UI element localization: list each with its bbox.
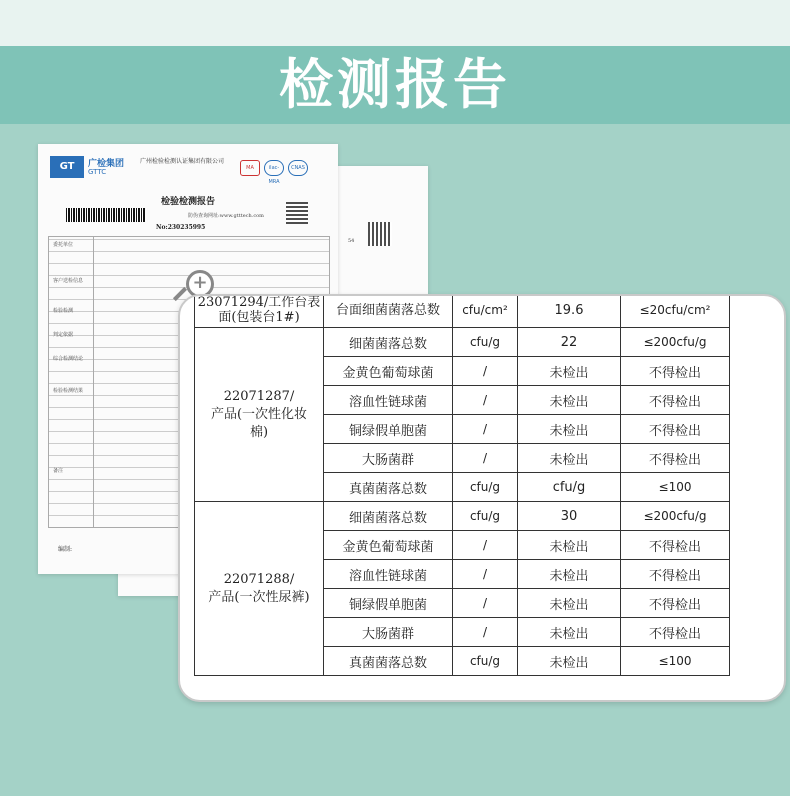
limit-cell: 不得检出 xyxy=(621,560,730,589)
product-line: 棉) xyxy=(249,424,269,440)
unit-cell: cfu/g xyxy=(453,502,518,531)
barcode-icon xyxy=(66,208,146,222)
row-label: 检验检测 xyxy=(53,308,74,314)
results-table xyxy=(194,294,730,676)
table-row xyxy=(195,294,730,328)
qr-code-icon xyxy=(368,222,392,246)
product-line: 产品(一次性尿裤) xyxy=(208,589,310,605)
result-cell: 未检出 xyxy=(518,415,621,444)
result-cell: 未检出 xyxy=(518,386,621,415)
verification-url: 防伪查询网址:www.gtttech.com xyxy=(188,213,264,219)
item-cell: 真菌菌落总数 xyxy=(324,473,453,502)
ilac-seal-icon: ilac-MRA xyxy=(264,160,284,176)
unit-cell: / xyxy=(453,618,518,647)
unit-cell: / xyxy=(453,415,518,444)
limit-cell: 不得检出 xyxy=(621,415,730,444)
limit-cell: 不得检出 xyxy=(621,357,730,386)
report-fragment: 54 xyxy=(348,238,355,244)
unit-cell: cfu/g xyxy=(453,473,518,502)
product-line: 22071287/ xyxy=(223,388,295,404)
row-label: 备注 xyxy=(53,468,64,474)
accreditation-seals xyxy=(240,160,308,185)
item-cell: 金黄色葡萄球菌 xyxy=(324,357,453,386)
result-cell: 未检出 xyxy=(518,444,621,473)
result-cell: 未检出 xyxy=(518,560,621,589)
limit-cell: 不得检出 xyxy=(621,531,730,560)
top-strip xyxy=(0,0,790,46)
logo-sub: GTTC xyxy=(88,168,107,176)
result-cell: 未检出 xyxy=(518,647,621,676)
item-cell: 大肠菌群 xyxy=(324,618,453,647)
unit-cell: / xyxy=(453,386,518,415)
unit-cell: / xyxy=(453,560,518,589)
row-label: 综合检测结论 xyxy=(53,356,84,362)
result-cell: 19.6 xyxy=(518,294,621,328)
result-cell: 30 xyxy=(518,502,621,531)
limit-cell: ≤100 xyxy=(621,473,730,502)
unit-cell: / xyxy=(453,531,518,560)
gttc-logo-icon: GT xyxy=(50,156,84,178)
page-title: 检测报告 xyxy=(279,53,511,116)
unit-cell: cfu/cm² xyxy=(453,294,518,328)
limit-cell: 不得检出 xyxy=(621,386,730,415)
limit-cell: ≤100 xyxy=(621,647,730,676)
result-cell: 未检出 xyxy=(518,618,621,647)
product-line: 产品(一次性化妆 xyxy=(210,406,308,422)
item-cell: 细菌菌落总数 xyxy=(324,502,453,531)
unit-cell: / xyxy=(453,357,518,386)
row-label: 委托单位 xyxy=(53,242,74,248)
cnas-seal-icon: CNAS xyxy=(288,160,308,176)
item-cell: 台面细菌菌落总数 xyxy=(324,294,453,328)
zoom-panel xyxy=(178,294,786,702)
unit-cell: / xyxy=(453,589,518,618)
row-label: 检验检测结果 xyxy=(53,388,84,394)
item-cell: 铜绿假单胞菌 xyxy=(324,589,453,618)
product-line: 22071288/ xyxy=(223,571,295,587)
result-cell: 未检出 xyxy=(518,531,621,560)
company-name: 广州检验检测认证集团有限公司 xyxy=(140,158,225,165)
result-cell: 未检出 xyxy=(518,589,621,618)
qr-code-icon xyxy=(286,202,308,224)
item-cell: 大肠菌群 xyxy=(324,444,453,473)
report-number: No:230235995 xyxy=(156,224,206,231)
unit-cell: cfu/g xyxy=(453,328,518,357)
row-label: 判定依据 xyxy=(53,332,74,338)
row-label: 客户送检信息 xyxy=(53,278,84,284)
item-cell: 溶血性链球菌 xyxy=(324,386,453,415)
item-cell: 真菌菌落总数 xyxy=(324,647,453,676)
table-row xyxy=(195,328,730,357)
limit-cell: 不得检出 xyxy=(621,444,730,473)
logo-name: 广检集团 xyxy=(88,159,125,169)
limit-cell: ≤200cfu/g xyxy=(621,502,730,531)
item-cell: 铜绿假单胞菌 xyxy=(324,415,453,444)
limit-cell: ≤20cfu/cm² xyxy=(621,294,730,328)
cma-seal-icon: MA xyxy=(240,160,260,176)
table-row xyxy=(195,502,730,531)
result-cell: 未检出 xyxy=(518,357,621,386)
product-cell xyxy=(195,328,324,502)
magnifier-icon: + xyxy=(186,270,214,298)
unit-cell: cfu/g xyxy=(453,647,518,676)
unit-cell: / xyxy=(453,444,518,473)
limit-cell: ≤200cfu/g xyxy=(621,328,730,357)
signature-line: 编制: xyxy=(58,546,73,553)
limit-cell: 不得检出 xyxy=(621,618,730,647)
limit-cell: 不得检出 xyxy=(621,589,730,618)
item-cell: 细菌菌落总数 xyxy=(324,328,453,357)
grid-divider xyxy=(93,237,94,527)
result-cell: 22 xyxy=(518,328,621,357)
document-title: 检验检测报告 xyxy=(160,197,215,207)
product-cell xyxy=(195,502,324,676)
result-cell: cfu/g xyxy=(518,473,621,502)
item-cell: 溶血性链球菌 xyxy=(324,560,453,589)
item-cell: 金黄色葡萄球菌 xyxy=(324,531,453,560)
product-cell: 23071294/工作台表面(包装台1#) xyxy=(195,294,324,328)
